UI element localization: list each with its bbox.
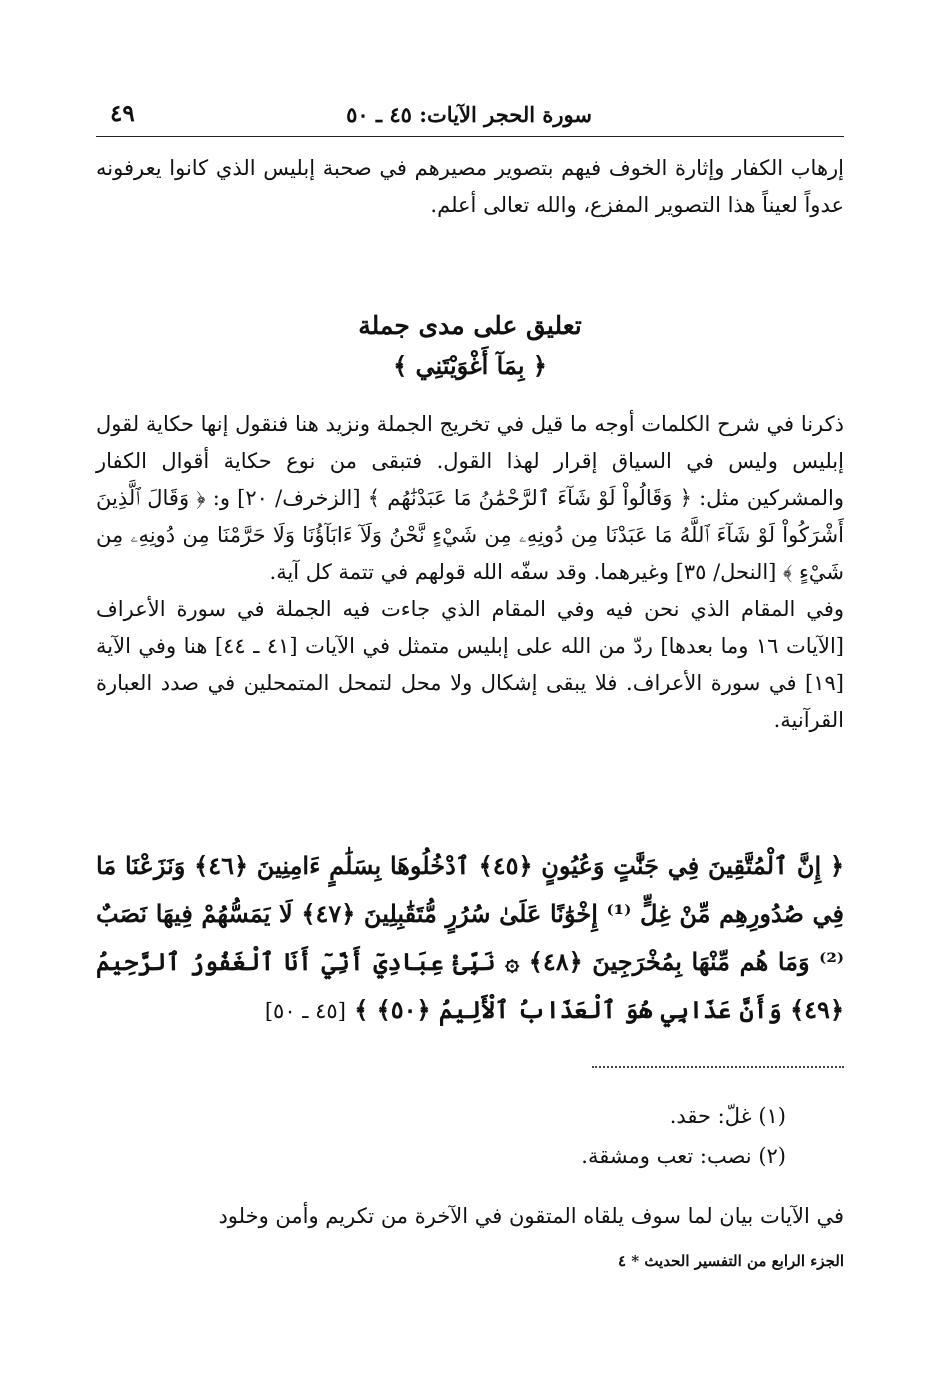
section-quoted-phrase: ﴿ بِمَآ أَغْوَيْتَنِي ﴾ xyxy=(393,351,547,380)
footnote-1: (١) غلّ: حقد. xyxy=(669,1104,786,1128)
footnote-2: (٢) نصب: تعب ومشقة. xyxy=(581,1144,786,1168)
intro-paragraph: إرهاب الكفار وإثارة الخوف فيهم بتصوير مصيرهم في صحبة إبليس الذي كانوا يعرفونه عدواً لعيناً هذا التصوير المفزع، والله تعالى أعلم. xyxy=(96,156,844,217)
section-heading xyxy=(96,306,844,386)
running-title: سورة الحجر الآيات: ٤٥ ـ ٥٠ xyxy=(346,102,592,127)
closing-paragraph-block xyxy=(96,1198,844,1235)
intro-paragraph-block xyxy=(96,150,844,224)
footnotes xyxy=(96,1096,786,1176)
comment-paragraph-1: ذكرنا في شرح الكلمات أوجه ما قيل في تخريج الجملة ونزيد هنا فنقول إنها حكاية لقول إبليس وليس في السياق إقرار لهذا القول. فتبقى من نوع حكاية أقوال الكفار والمشركين مثل: ﴿ وَقَالُواْ لَوْ شَآءَ ٱلرَّحْمَٰنُ مَا عَبَدْنَٰهُم ﴾ [الزخرف/ ٢٠] و: ﴿ وَقَالَ ٱلَّذِينَ أَشْرَكُواْ لَوْ شَآءَ ٱللَّهُ مَا عَبَدْنَا مِن دُونِهِۦ مِن شَيْءٍ نَّحْنُ وَلَآ ءَابَآؤُنَا وَلَا حَرَّمْنَا مِن دُونِهِۦ مِن شَيْءٍ ﴾ [النحل/ ٣٥] وغيرهما. وقد سفّه الله قولهم في تتمة كل آية. xyxy=(96,412,844,584)
comment-block xyxy=(96,406,844,739)
verses-reference: [٤٥ ـ ٥٠] xyxy=(264,999,346,1023)
closing-paragraph: في الآيات بيان لما سوف يلقاه المتقون في الآخرة من تكريم وأمن وخلود xyxy=(218,1204,844,1228)
footnote-separator xyxy=(592,1066,844,1068)
page-footer: الجزء الرابع من التفسير الحديث * ٤ xyxy=(617,1252,844,1270)
verses-text: ﴿ إِنَّ ٱلْمُتَّقِينَ فِي جَنَّٰتٍ وَعُيُونٍ ﴿٤٥﴾ ٱدْخُلُوهَا بِسَلَٰمٍ ءَامِنِينَ ﴿٤٦﴾ وَنَزَعْنَا مَا فِي صُدُورِهِم مِّنْ غِلٍّ ⁽¹⁾ إِخْوَٰنًا عَلَىٰ سُرُرٍ مُّتَقَٰبِلِينَ ﴿٤٧﴾ لَا يَمَسُّهُمْ فِيهَا نَصَبٌ ⁽²⁾ وَمَا هُم مِّنْهَا بِمُخْرَجِينَ ﴿٤٨﴾ ۞ نَبِّئْ عِبَادِيٓ أَنِّيٓ أَنَا ٱلْغَفُورُ ٱلرَّحِيمُ ﴿٤٩﴾ وَأَنَّ عَذَابِي هُوَ ٱلْعَذَابُ ٱلْأَلِيمُ ﴿٥٠﴾ ﴾ xyxy=(96,851,845,1024)
quran-verses xyxy=(96,842,844,1035)
comment-paragraph-2: وفي المقام الذي نحن فيه وفي المقام الذي جاءت فيه الجملة في سورة الأعراف [الآيات ١٦ وما بعدها] ردّ من الله على إبليس متمثل في الآيات [٤١ ـ ٤٤] هنا وفي الآية [١٩] في سورة الأعراف. فلا يبقى إشكال ولا محل لتمحل المتمحلين في صدد العبارة القرآنية. xyxy=(96,597,844,732)
page-header xyxy=(96,96,844,137)
section-title: تعليق على مدى جملة xyxy=(358,311,582,340)
page-number: ٤٩ xyxy=(110,100,135,127)
